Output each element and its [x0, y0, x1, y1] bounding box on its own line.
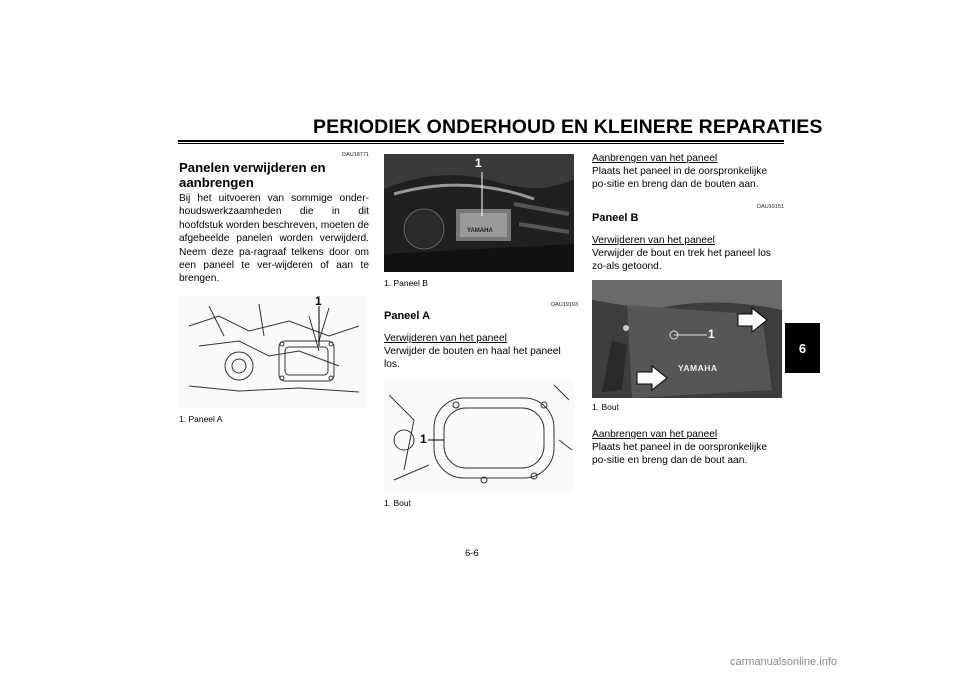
watermark: carmanualsonline.info	[730, 656, 838, 668]
section-body: Bij het uitvoeren van sommige onder-houdswerkzaamheden die in dit hoofdstuk worden beschreven, moeten de afgebeelde panelen worden verwijderd. Neem deze pa-ragraaf telkens door om een paneel te ver-wijderen of aan te brengen.	[179, 193, 369, 285]
panel-b-photo	[384, 154, 574, 272]
column-3	[592, 152, 784, 467]
callout-number: 1	[420, 431, 427, 446]
subsection-body: Verwijder de bout en trek het paneel los zo-als getoond.	[592, 247, 771, 273]
figure-caption: 1. Paneel B	[384, 278, 428, 288]
figure-caption: 1. Paneel A	[179, 413, 223, 424]
page-number: 6-6	[465, 548, 479, 559]
subsection-body: Plaats het paneel in de oorspronkelijke po-sitie en breng dan de bouten aan.	[592, 166, 767, 191]
callout-number: 1	[315, 295, 322, 308]
section-heading: Paneel A	[384, 310, 431, 322]
section-heading: Paneel B	[592, 211, 639, 224]
panel-b-removal-photo	[592, 280, 782, 398]
section-heading: Panelen verwijderen en aanbrengen	[179, 160, 326, 190]
column-2	[384, 152, 578, 508]
bolt-figure	[384, 380, 574, 492]
panel-a-figure	[179, 296, 367, 408]
chapter-tab: 6	[785, 323, 820, 373]
section-code: DAU19193	[551, 302, 578, 308]
section-code: DAU19151	[757, 203, 784, 210]
column-1	[179, 152, 369, 424]
subsection-body: Verwijder de bouten en haal het paneel los.	[384, 346, 561, 371]
side-panel-photo	[592, 280, 782, 398]
subsection-title: Aanbrengen van het paneel	[592, 428, 718, 440]
callout-number: 1	[475, 156, 482, 170]
yamaha-logo: YAMAHA	[678, 362, 718, 373]
header-rule-thin	[178, 143, 784, 144]
figure-caption: 1. Bout	[592, 401, 619, 412]
subsection-title: Aanbrengen van het paneel	[592, 153, 718, 164]
engine-cover-drawing	[384, 380, 574, 492]
page-title: PERIODIEK ONDERHOUD EN KLEINERE REPARATIES	[313, 116, 823, 138]
yamaha-logo: YAMAHA	[467, 228, 493, 234]
subsection-title: Verwijderen van het paneel	[592, 234, 715, 246]
section-code: DAU18771	[342, 152, 369, 158]
motorcycle-photo	[384, 154, 574, 272]
figure-caption: 1. Bout	[384, 497, 411, 508]
subsection-body: Plaats het paneel in de oorspronkelijke po-sitie en breng dan de bout aan.	[592, 441, 767, 467]
subsection-title: Verwijderen van het paneel	[384, 333, 507, 344]
engine-drawing	[179, 296, 367, 408]
header-rule	[178, 140, 784, 142]
callout-number: 1	[708, 326, 715, 341]
